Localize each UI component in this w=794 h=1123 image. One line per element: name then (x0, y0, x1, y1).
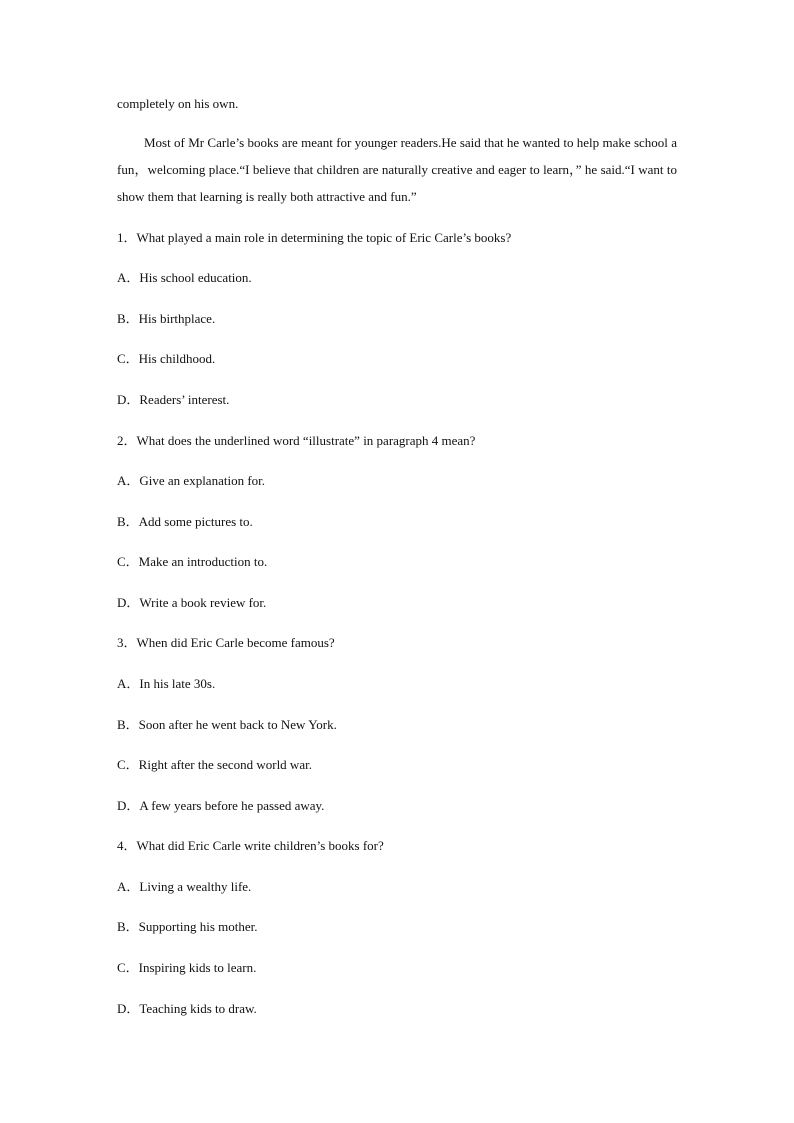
question-4-stem: 4．What did Eric Carle write children’s books for? (117, 838, 384, 853)
passage-continuation: completely on his own. (117, 96, 239, 111)
question-1-option-c: C．His childhood. (117, 351, 216, 366)
question-3-stem: 3．When did Eric Carle become famous? (117, 635, 335, 650)
question-2-option-b: B．Add some pictures to. (117, 514, 253, 529)
question-1-stem: 1．What played a main role in determining the topic of Eric Carle’s books? (117, 230, 512, 245)
question-4-option-d: D．Teaching kids to draw. (117, 1001, 257, 1016)
question-3-option-d: D．A few years before he passed away. (117, 798, 325, 813)
question-2-option-d: D．Write a book review for. (117, 595, 267, 610)
passage-paragraph: Most of Mr Carle’s books are meant for younger readers.He said that he wanted to help make school a fun，welcoming place.“I believe that children are naturally creative and eager to learn，” he said.“I want to show them that learning is really both attractive and fun.” (117, 135, 677, 204)
question-3-option-a: A．In his late 30s. (117, 676, 216, 691)
question-2-option-a: A．Give an explanation for. (117, 473, 266, 488)
question-3-option-b: B．Soon after he went back to New York. (117, 717, 337, 732)
question-4-option-c: C．Inspiring kids to learn. (117, 960, 257, 975)
question-1-option-a: A．His school education. (117, 270, 252, 285)
question-2-stem: 2．What does the underlined word “illustrate” in paragraph 4 mean? (117, 433, 476, 448)
question-4-option-a: A．Living a wealthy life. (117, 879, 252, 894)
question-1-option-d: D．Readers’ interest. (117, 392, 230, 407)
question-4-option-b: B．Supporting his mother. (117, 919, 258, 934)
question-3-option-c: C．Right after the second world war. (117, 757, 312, 772)
question-2-option-c: C．Make an introduction to. (117, 554, 268, 569)
question-1-option-b: B．His birthplace. (117, 311, 216, 326)
